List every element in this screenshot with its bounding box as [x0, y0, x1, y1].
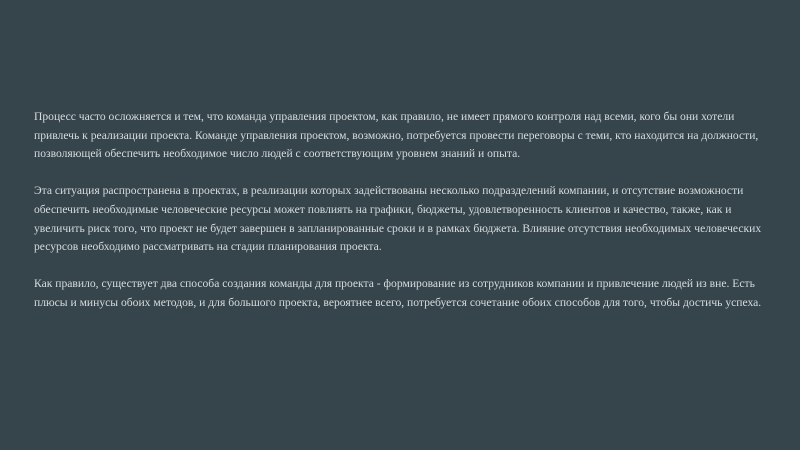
slide-text-block [34, 108, 764, 331]
paragraph-1: Процесс часто осложняется и тем, что команда управления проектом, как правило, не имеет прямого контроля над всеми, кого бы они хотели привлечь к реализации проекта. Команде управления проектом, возможно, потребуется провести переговоры с теми, кто находится на должности, позволяющей обеспечить необходимое число людей с соответствующим уровнем знаний и опыта. [34, 110, 759, 161]
paragraph-3: Как правило, существует два способа создания команды для проекта - формирование из сотрудников компании и привлечение людей из вне. Есть плюсы и минусы обоих методов, и для большого проекта, вероятнее всего, потребуется сочетание обоих способов для того, чтобы достичь успеха. [34, 277, 762, 309]
paragraph-2: Эта ситуация распространена в проектах, в реализации которых задействованы несколько подразделений компании, и отсутствие возможности обеспечить необходимые человеческие ресурсы может повлиять на графики, бюджеты, удовлетворенность клиентов и качество, также, как и увеличить риск того, что проект не будет завершен в запланированные сроки и в рамках бюджета. Влияние отсутствия необходимых человеческих ресурсов необходимо рассматривать на стадии планирования проекта. [34, 184, 762, 254]
